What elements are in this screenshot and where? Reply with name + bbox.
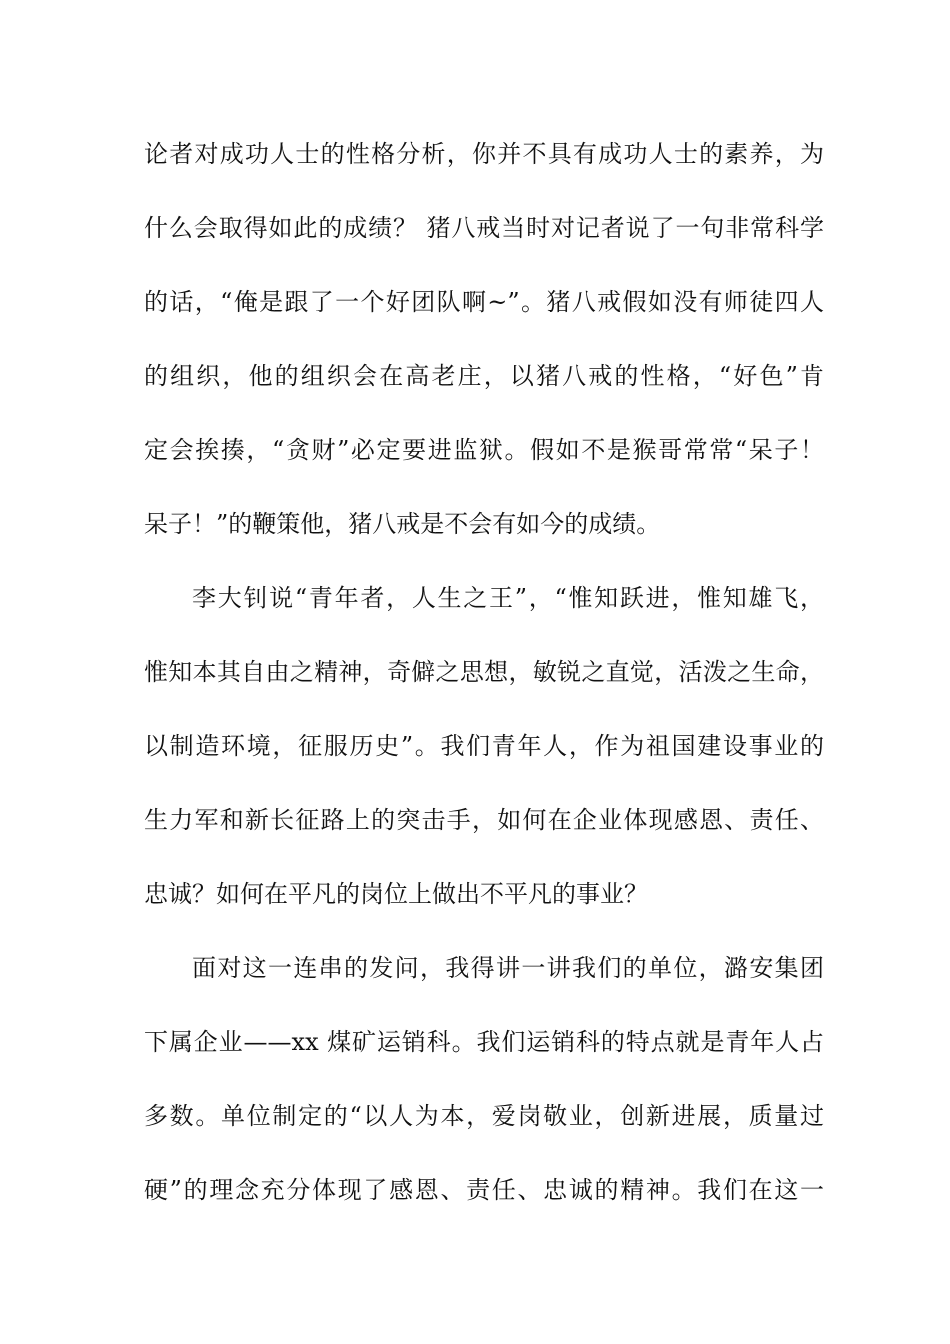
text-line: 忠诚？如何在平凡的岗位上做出不平凡的事业？ — [144, 880, 648, 908]
text-line: 多数。单位制定的“以人为本，爱岗敬业，创新进展，质量过 — [144, 1102, 824, 1130]
text-line: 的组织，他的组织会在高老庄，以猪八戒的性格，“好色”肯 — [144, 362, 824, 390]
document-body — [144, 126, 824, 1236]
text-line: 论者对成功人士的性格分析，你并不具有成功人士的素养，为 — [144, 140, 824, 168]
text-line: 的话，“俺是跟了一个好团队啊~”。猪八戒假如没有师徒四人 — [144, 288, 824, 316]
text-line: 定会挨揍，“贪财”必定要进监狱。假如不是猴哥常常“呆子！ — [144, 436, 824, 464]
text-line: 以制造环境，征服历史”。我们青年人，作为祖国建设事业的 — [144, 732, 824, 760]
text-line: 面对这一连串的发问，我得讲一讲我们的单位，潞安集团 — [192, 954, 824, 982]
text-line: 生力军和新长征路上的突击手，如何在企业体现感恩、责任、 — [144, 806, 824, 834]
text-line: 什么会取得如此的成绩？ 猪八戒当时对记者说了一句非常科学 — [144, 214, 824, 242]
text-line: 呆子！”的鞭策他，猪八戒是不会有如今的成绩。 — [144, 510, 661, 538]
text-line: 李大钊说“青年者，人生之王”，“惟知跃进，惟知雄飞， — [192, 584, 824, 612]
text-line: 硬”的理念充分体现了感恩、责任、忠诚的精神。我们在这一 — [144, 1176, 824, 1204]
text-line: 惟知本其自由之精神，奇僻之思想，敏锐之直觉，活泼之生命， — [144, 658, 824, 686]
text-line: 下属企业——xx 煤矿运销科。我们运销科的特点就是青年人占 — [144, 1028, 824, 1056]
